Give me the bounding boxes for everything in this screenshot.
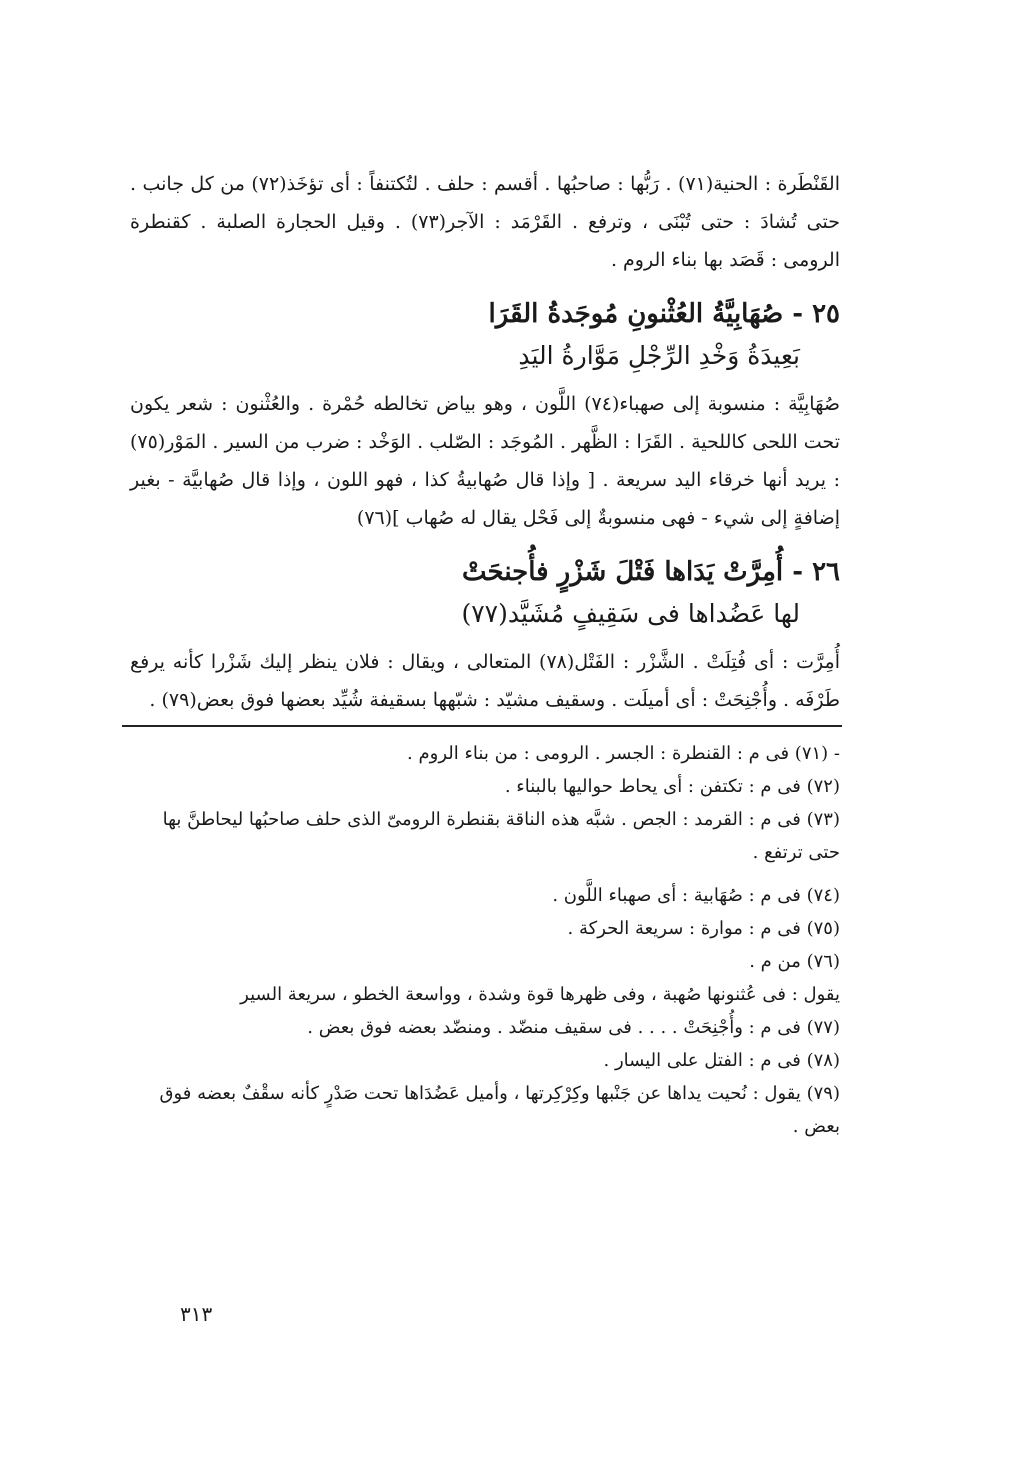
verse-line-first: ٢٦ - أُمِرَّتْ يَدَاها فَتْلَ شَزْرٍ فأُجنحَتْ (462, 557, 840, 587)
verse-text (130, 293, 840, 377)
commentary-paragraph: القَنْطَرة : الحنية(٧١) . رَبُّها : صاحبُها . أقسم : حلف . لتُكتنفاً : أى تؤخَذ(٧٢) من كل جانب . حتى تُشادَ : حتى تُبْنَى ، وترفع . القَرْمَد : الآجر(٧٣) . وقيل الحجارة الصلبة . كقنطرة الرومى : قَصَد بها بناء الروم . (130, 173, 840, 271)
verse-line-second: بَعِيدَةُ وَخْدِ الرِّجْلِ مَوَّارةُ اليَدِ (518, 341, 800, 370)
page-body (130, 165, 840, 1143)
commentary-block-1 (130, 165, 840, 279)
footnote-78: (٧٨) فى م : الفتل على اليسار . (603, 1050, 840, 1071)
footnote-79: (٧٩) يقول : نُحيت يداها عن جَنْبها وكِرْكِرتها ، وأميل عَضُدَاها تحت صَدْرٍ كأنه سقْفٌ بعضه فوق بعض . (159, 1083, 840, 1137)
footnote-73: (٧٣) فى م : القرمد : الجص . شبَّه هذه الناقة بقنطرة الرومىّ الذى حلف صاحبُها ليحاطنَّ بها حتى ترتفع . (162, 809, 840, 863)
footnote-74: (٧٤) فى م : صُهَابية : أى صهباء اللَّون . (552, 885, 840, 906)
verse-text (130, 551, 840, 635)
footnote-71: - (٧١) فى م : القنطرة : الجسر . الرومى : من بناء الروم . (407, 743, 840, 764)
verse-26 (130, 551, 840, 635)
footnote-commentary: يقول : فى عُثنونها صُهبة ، وفى ظهرها قوة وشدة ، وواسعة الخطو ، سريعة السير (240, 984, 840, 1005)
footnote-72: (٧٢) فى م : تكتفن : أى يحاط حواليها بالبناء . (504, 776, 840, 797)
footnote-75: (٧٥) فى م : موارة : سريعة الحركة . (567, 918, 840, 939)
commentary-paragraph: أُمِرَّت : أى فُتِلَتْ . الشَّزْر : الفَتْل(٧٨) المتعالى ، ويقال : فلان ينظر إليك شَزْرا كأنه يرفع طَرْفَه . وأُجْنِحَتْ : أى أميلَت . وسقيف مشيّد : شبّهها بسقيفة شُيِّد بعضها فوق بعض(٧٩) . (130, 651, 840, 711)
commentary-block-3 (130, 643, 840, 719)
verse-line-first: ٢٥ - صُهَابِيَّةُ العُثْنونِ مُوجَدةُ القَرَا (488, 299, 840, 329)
commentary-paragraph: صُهَابِيَّة : منسوبة إلى صهباء(٧٤) اللَّون ، وهو بياض تخالطه حُمْرة . والعُثْنون : شعر يكون تحت اللحى كاللحية . القَرَا : الظَّهر . المُوجَد : الصّلب . الوَخْد : ضرب من السير . المَوْر(٧٥) : يريد أنها خرقاء اليد سريعة . [ وإذا قال صُهابيةُ كذا ، فهو اللون ، وإذا قال صُهابيَّة - بغير إضافةٍ إلى شيء - فهى منسوبةٌ إلى فَحْل يقال له صُهاب ](٧٦) (130, 393, 840, 529)
verse-line-second: لها عَضُداها فى سَقِيفٍ مُشَيَّد(٧٧) (461, 599, 800, 628)
page-number: ٣١٣ (180, 1302, 213, 1326)
verse-25 (130, 293, 840, 377)
footnote-divider (122, 725, 842, 727)
footnotes (130, 737, 840, 1143)
footnote-76: (٧٦) من م . (749, 951, 840, 972)
commentary-block-2 (130, 385, 840, 537)
footnote-77: (٧٧) فى م : وأُجْنِحَتْ . . . . فى سقيف منضّد . ومنضّد بعضه فوق بعض . (307, 1017, 840, 1038)
